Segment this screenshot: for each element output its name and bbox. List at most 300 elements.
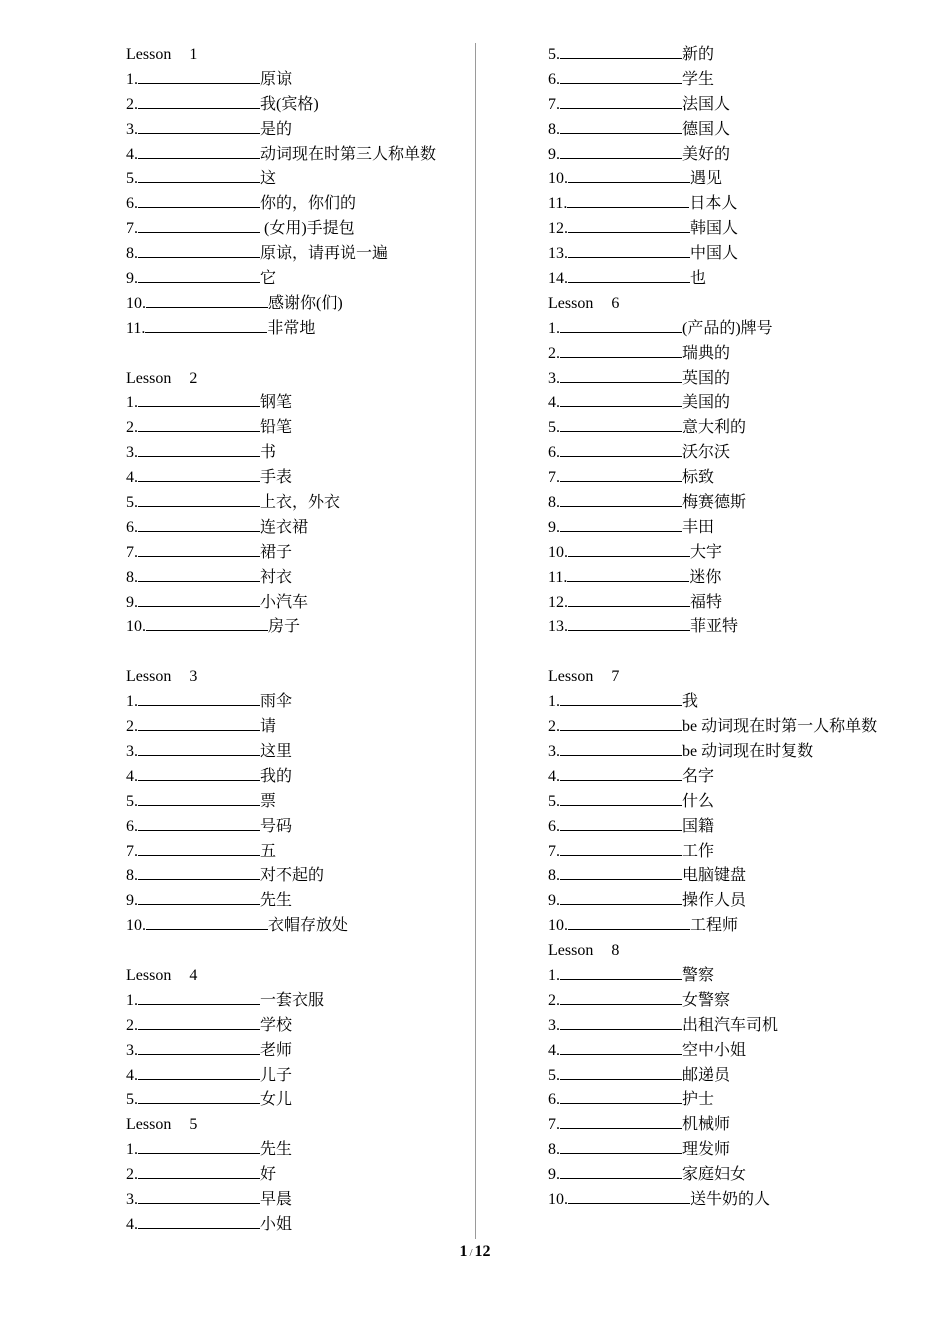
lesson-heading [548, 292, 888, 317]
item-meaning: 原谅，请再说一遍 [260, 245, 389, 263]
item-meaning: 衣帽存放处 [268, 917, 349, 935]
item-meaning: 意大利的 [682, 419, 747, 437]
item-meaning: 先生 [260, 1141, 293, 1159]
answer-blank [560, 989, 682, 1005]
item-meaning: 我的 [260, 767, 293, 785]
item-number: 9. [548, 518, 560, 536]
item-meaning: 号码 [260, 817, 293, 835]
vocab-item [548, 591, 888, 616]
item-meaning: 邮递员 [682, 1066, 731, 1084]
item-number: 1. [126, 693, 138, 711]
vocab-item [548, 267, 888, 292]
vocab-item [126, 815, 466, 840]
answer-blank [560, 690, 682, 706]
item-meaning: 中国人 [690, 245, 739, 263]
answer-blank [138, 1039, 260, 1055]
lesson-heading [126, 964, 466, 989]
vocab-item [126, 242, 466, 267]
item-meaning: 学校 [260, 1016, 293, 1034]
answer-blank [568, 267, 690, 283]
vocab-item [548, 840, 888, 865]
item-number: 10. [548, 917, 568, 935]
answer-blank [560, 889, 682, 905]
answer-blank [567, 566, 689, 582]
vocab-item [126, 864, 466, 889]
answer-blank [138, 566, 260, 582]
item-meaning: 瑞典的 [682, 344, 731, 362]
item-meaning: (女用)手提包 [260, 220, 355, 238]
answer-blank [560, 68, 682, 84]
vocab-item [548, 441, 888, 466]
answer-blank [138, 1064, 260, 1080]
vocab-item [126, 118, 466, 143]
item-meaning: 新的 [682, 46, 715, 63]
answer-blank [138, 466, 260, 482]
answer-blank [560, 93, 682, 109]
item-meaning: 迷你 [689, 568, 722, 586]
item-meaning: 一套衣服 [260, 991, 325, 1009]
item-meaning: 请 [260, 718, 277, 736]
vocab-item [126, 1014, 466, 1039]
vocab-item [126, 615, 466, 640]
item-meaning: 儿子 [260, 1066, 293, 1084]
vocab-item [126, 1138, 466, 1163]
vocab-item [126, 1064, 466, 1089]
answer-blank [138, 1163, 260, 1179]
item-number: 4. [126, 767, 138, 785]
answer-blank [560, 342, 682, 358]
lesson-label: Lesson [126, 1116, 172, 1134]
item-number: 8. [548, 867, 560, 885]
item-meaning: 机械师 [682, 1116, 731, 1134]
answer-blank [560, 864, 682, 880]
item-meaning: 名字 [682, 767, 715, 785]
vocab-item [126, 1039, 466, 1064]
answer-blank [560, 790, 682, 806]
answer-blank [138, 740, 260, 756]
answer-blank [138, 1138, 260, 1154]
vocab-item [548, 317, 888, 342]
item-number: 8. [548, 120, 560, 138]
page-number [0, 1243, 950, 1261]
item-meaning: 女警察 [682, 991, 731, 1009]
answer-blank [560, 143, 682, 159]
item-number: 8. [126, 245, 138, 263]
item-meaning: 我 [682, 693, 699, 711]
answer-blank [560, 1064, 682, 1080]
item-meaning: 裙子 [260, 543, 293, 561]
vocab-item [548, 342, 888, 367]
item-meaning: 雨伞 [260, 693, 293, 711]
total-pages: 12 [474, 1243, 491, 1260]
item-number: 9. [548, 892, 560, 910]
answer-blank [568, 591, 690, 607]
item-meaning: 遇见 [690, 170, 723, 188]
item-number: 5. [548, 46, 560, 63]
item-meaning: 早晨 [260, 1190, 293, 1208]
item-meaning: 票 [260, 792, 277, 810]
answer-blank [138, 118, 260, 134]
item-number: 2. [548, 991, 560, 1009]
item-number: 12. [548, 220, 568, 238]
item-meaning: 工程师 [690, 917, 739, 935]
vocab-item [126, 1163, 466, 1188]
answer-blank [560, 1113, 682, 1129]
vocab-item [126, 840, 466, 865]
blank-line [548, 640, 888, 665]
item-meaning: 德国人 [682, 120, 731, 138]
vocab-item [126, 441, 466, 466]
item-meaning: 铅笔 [260, 419, 293, 437]
answer-blank [138, 267, 260, 283]
lesson-label: Lesson [126, 668, 172, 686]
lesson-label: Lesson [126, 46, 172, 63]
lesson-label: Lesson [548, 942, 594, 960]
vocab-item [548, 93, 888, 118]
lesson-heading [548, 665, 888, 690]
vocab-item [548, 1014, 888, 1039]
vocab-item [126, 740, 466, 765]
vocab-item [126, 143, 466, 168]
item-meaning: 沃尔沃 [682, 444, 731, 462]
answer-blank [560, 317, 682, 333]
vocab-item [126, 541, 466, 566]
lesson-heading [126, 43, 466, 68]
answer-blank [560, 964, 682, 980]
answer-blank [560, 765, 682, 781]
item-meaning: 法国人 [682, 95, 731, 113]
item-meaning: 大宇 [690, 543, 723, 561]
vocab-item [548, 615, 888, 640]
item-number: 3. [126, 742, 138, 760]
item-number: 3. [126, 1041, 138, 1059]
item-number: 11. [548, 195, 568, 213]
item-meaning: 它 [260, 270, 277, 288]
item-meaning: 原谅 [260, 70, 293, 88]
vocab-item [548, 242, 888, 267]
answer-blank [146, 615, 268, 631]
item-meaning: 学生 [682, 70, 715, 88]
vocab-item [548, 43, 888, 68]
answer-blank [560, 740, 682, 756]
answer-blank [138, 864, 260, 880]
answer-blank [560, 391, 682, 407]
item-number: 3. [548, 369, 560, 387]
item-number: 8. [126, 568, 138, 586]
item-number: 3. [548, 742, 560, 760]
item-number: 2. [126, 718, 138, 736]
item-number: 4. [126, 1215, 138, 1233]
answer-blank [138, 167, 260, 183]
vocab-item [126, 566, 466, 591]
answer-blank [560, 1039, 682, 1055]
answer-blank [560, 118, 682, 134]
item-number: 3. [126, 444, 138, 462]
item-meaning: 动词现在时第三人称单数 [260, 145, 437, 163]
item-number: 13. [548, 245, 568, 263]
item-number: 14. [548, 270, 568, 288]
item-number: 6. [126, 518, 138, 536]
item-number: 2. [548, 344, 560, 362]
item-meaning: 对不起的 [260, 867, 325, 885]
answer-blank [138, 541, 260, 557]
answer-blank [138, 1188, 260, 1204]
item-meaning: 女儿 [260, 1091, 293, 1109]
item-meaning: 什么 [682, 792, 715, 810]
item-number: 4. [126, 145, 138, 163]
vocab-item [548, 1188, 888, 1213]
answer-blank [138, 815, 260, 831]
item-number: 7. [548, 1116, 560, 1134]
item-meaning: 衬衣 [260, 568, 293, 586]
item-meaning: 家庭妇女 [682, 1166, 747, 1184]
lesson-number: 3 [189, 668, 198, 686]
lesson-number: 5 [189, 1116, 198, 1134]
item-number: 2. [126, 1166, 138, 1184]
item-number: 11. [126, 319, 146, 337]
vocab-item [548, 491, 888, 516]
item-number: 10. [126, 618, 146, 636]
item-number: 5. [548, 1066, 560, 1084]
item-number: 10. [548, 170, 568, 188]
lesson-heading [126, 1113, 466, 1138]
item-number: 6. [548, 1091, 560, 1109]
item-meaning: 英国的 [682, 369, 731, 387]
item-number: 7. [126, 543, 138, 561]
item-number: 4. [126, 1066, 138, 1084]
vocab-item [126, 317, 466, 342]
answer-blank [138, 690, 260, 706]
vocab-item [548, 1039, 888, 1064]
lesson-number: 1 [189, 46, 198, 63]
item-meaning: 这 [260, 170, 277, 188]
column-divider [475, 43, 476, 1239]
item-meaning: 先生 [260, 892, 293, 910]
item-number: 9. [126, 270, 138, 288]
vocab-item [548, 416, 888, 441]
item-meaning: 梅赛德斯 [682, 494, 747, 512]
item-meaning: 工作 [682, 842, 715, 860]
vocab-item [548, 68, 888, 93]
item-meaning: 我(宾格) [260, 95, 319, 113]
item-number: 6. [548, 70, 560, 88]
vocab-item [126, 68, 466, 93]
answer-blank [138, 591, 260, 607]
answer-blank [138, 242, 260, 258]
item-meaning: 护士 [682, 1091, 715, 1109]
answer-blank [560, 715, 682, 731]
answer-blank [138, 192, 260, 208]
item-number: 1. [548, 966, 560, 984]
item-meaning: 钢笔 [260, 394, 293, 412]
item-meaning: 好 [260, 1166, 277, 1184]
item-meaning: 老师 [260, 1041, 293, 1059]
answer-blank [138, 1213, 260, 1229]
answer-blank [560, 815, 682, 831]
answer-blank [138, 391, 260, 407]
vocab-item [548, 367, 888, 392]
lesson-label: Lesson [126, 966, 172, 984]
item-number: 3. [126, 120, 138, 138]
item-number: 2. [548, 718, 560, 736]
lesson-number: 6 [611, 294, 620, 312]
vocab-item [548, 466, 888, 491]
item-number: 5. [126, 170, 138, 188]
vocab-item [548, 118, 888, 143]
item-meaning: 也 [690, 270, 707, 288]
answer-blank [138, 790, 260, 806]
answer-blank [138, 68, 260, 84]
item-meaning: 小汽车 [260, 593, 309, 611]
item-meaning: 书 [260, 444, 277, 462]
vocab-item [548, 167, 888, 192]
vocab-item [126, 1188, 466, 1213]
answer-blank [138, 715, 260, 731]
item-number: 1. [126, 70, 138, 88]
item-number: 10. [548, 543, 568, 561]
vocab-item [126, 466, 466, 491]
item-meaning: 小姐 [260, 1215, 293, 1233]
lesson-heading [548, 939, 888, 964]
answer-blank [138, 989, 260, 1005]
answer-blank [568, 242, 690, 258]
item-meaning: 韩国人 [690, 220, 739, 238]
item-number: 7. [548, 842, 560, 860]
item-number: 1. [126, 1141, 138, 1159]
answer-blank [568, 217, 690, 233]
answer-blank [138, 516, 260, 532]
vocab-item [126, 292, 466, 317]
vocab-item [548, 765, 888, 790]
item-meaning: be 动词现在时第一人称单数 [682, 718, 878, 736]
answer-blank [138, 441, 260, 457]
lesson-heading [126, 665, 466, 690]
answer-blank [568, 541, 690, 557]
lesson-number: 7 [611, 668, 620, 686]
lesson-heading [126, 367, 466, 392]
vocab-item [548, 391, 888, 416]
item-number: 9. [126, 892, 138, 910]
answer-blank [560, 466, 682, 482]
answer-blank [560, 1014, 682, 1030]
item-meaning: 上衣，外衣 [260, 494, 341, 512]
item-meaning: 国籍 [682, 817, 715, 835]
item-meaning: 非常地 [267, 319, 316, 337]
page-separator: / [469, 1247, 473, 1259]
vocab-item [126, 391, 466, 416]
answer-blank [138, 416, 260, 432]
item-meaning: 是的 [260, 120, 293, 138]
answer-blank [560, 441, 682, 457]
item-meaning: 操作人员 [682, 892, 747, 910]
lesson-number: 4 [189, 966, 198, 984]
item-number: 10. [548, 1190, 568, 1208]
vocab-item [126, 790, 466, 815]
vocab-item [126, 914, 466, 939]
answer-blank [560, 43, 682, 59]
answer-blank [560, 491, 682, 507]
left-column [126, 43, 466, 1238]
item-meaning: 五 [260, 842, 277, 860]
vocab-item [126, 192, 466, 217]
item-meaning: 丰田 [682, 518, 715, 536]
item-number: 1. [548, 693, 560, 711]
answer-blank [138, 889, 260, 905]
item-number: 9. [126, 593, 138, 611]
item-number: 6. [548, 817, 560, 835]
vocab-item [548, 217, 888, 242]
vocab-item [126, 217, 466, 242]
vocab-item [548, 1088, 888, 1113]
item-meaning: 标致 [682, 469, 715, 487]
item-meaning: 手表 [260, 469, 293, 487]
answer-blank [568, 1188, 690, 1204]
vocab-item [548, 192, 888, 217]
answer-blank [560, 1088, 682, 1104]
answer-blank [560, 1138, 682, 1154]
item-number: 7. [126, 842, 138, 860]
item-number: 2. [126, 1016, 138, 1034]
vocab-item [548, 143, 888, 168]
item-meaning: 美国的 [682, 394, 731, 412]
item-meaning: 电脑键盘 [682, 867, 747, 885]
item-number: 2. [126, 95, 138, 113]
item-number: 10. [126, 294, 146, 312]
vocab-item [126, 690, 466, 715]
item-meaning: 理发师 [682, 1141, 731, 1159]
vocab-item [548, 541, 888, 566]
vocab-item [126, 1088, 466, 1113]
item-meaning: 送牛奶的人 [690, 1190, 771, 1208]
answer-blank [568, 914, 690, 930]
vocab-item [548, 690, 888, 715]
vocab-item [126, 167, 466, 192]
item-number: 5. [548, 792, 560, 810]
item-number: 3. [548, 1016, 560, 1034]
item-meaning: 感谢你(们) [268, 294, 343, 312]
vocab-item [126, 93, 466, 118]
item-number: 4. [126, 469, 138, 487]
vocab-item [126, 491, 466, 516]
answer-blank [138, 217, 260, 233]
answer-blank [560, 516, 682, 532]
answer-blank [138, 840, 260, 856]
answer-blank [138, 765, 260, 781]
vocab-item [548, 790, 888, 815]
blank-line [126, 640, 466, 665]
answer-blank [138, 1088, 260, 1104]
vocab-item [548, 1138, 888, 1163]
vocab-item [548, 715, 888, 740]
item-number: 4. [548, 394, 560, 412]
vocab-item [126, 416, 466, 441]
lesson-number: 8 [611, 942, 620, 960]
item-number: 12. [548, 593, 568, 611]
item-number: 11. [548, 568, 568, 586]
vocab-item [548, 740, 888, 765]
item-number: 5. [126, 792, 138, 810]
item-meaning: 这里 [260, 742, 293, 760]
right-column [548, 43, 888, 1213]
answer-blank [146, 292, 268, 308]
item-number: 1. [126, 394, 138, 412]
answer-blank [560, 1163, 682, 1179]
vocab-item [548, 989, 888, 1014]
vocab-item [126, 516, 466, 541]
item-meaning: (产品的)牌号 [682, 319, 773, 337]
current-page: 1 [459, 1243, 468, 1260]
item-meaning: 你的，你们的 [260, 195, 357, 213]
